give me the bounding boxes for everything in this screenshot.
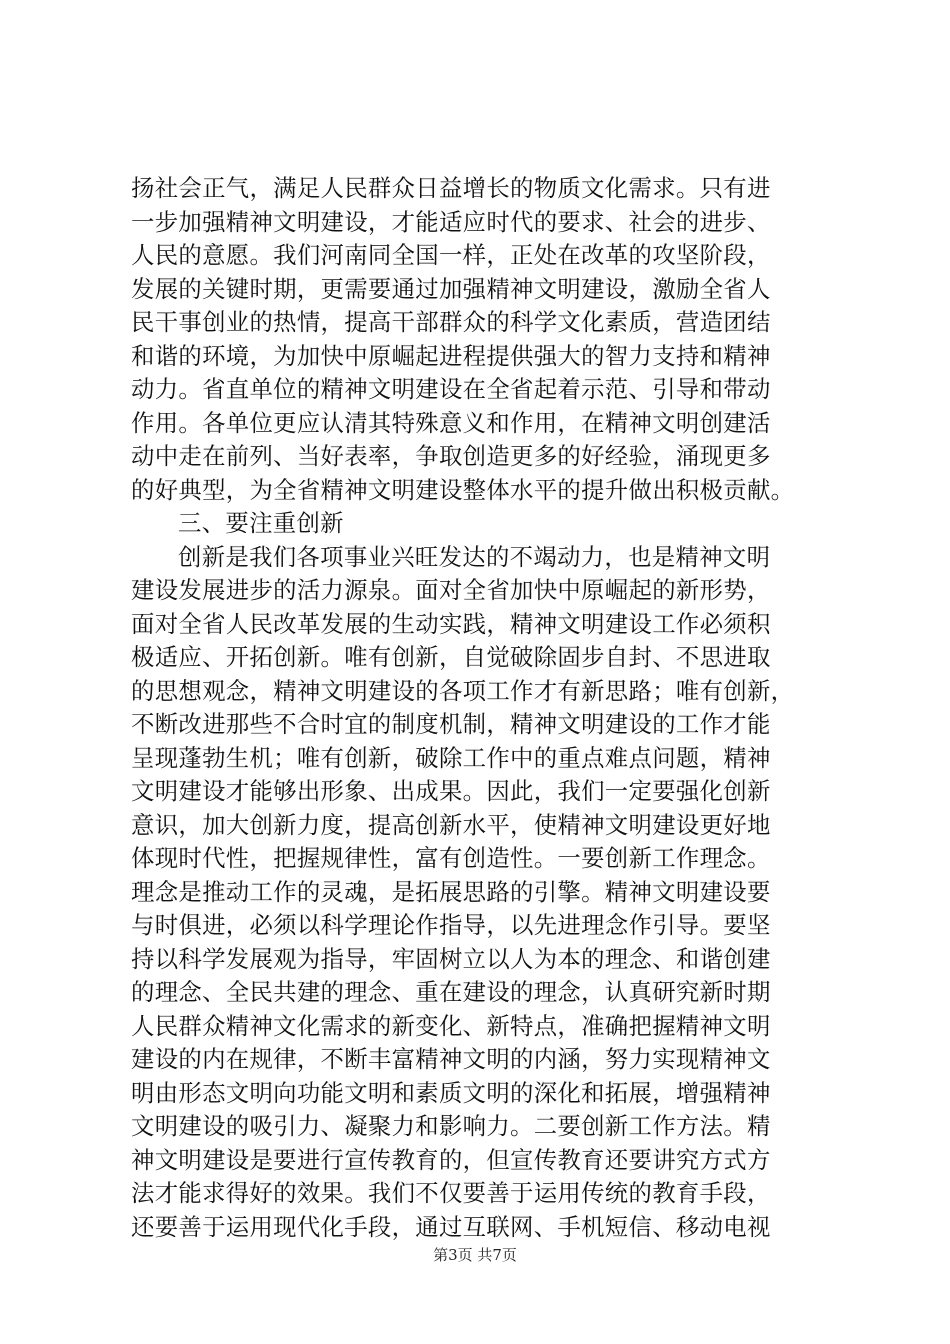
- text-line: 人民群众精神文化需求的新变化、新特点，准确把握精神文明: [131, 1011, 771, 1040]
- text-line: 理念是推动工作的灵魂，是拓展思路的引擎。精神文明建设要: [131, 877, 771, 906]
- text-line: 极适应、开拓创新。唯有创新，自觉破除固步自封、不思进取: [131, 643, 771, 671]
- text-line: 动力。省直单位的精神文明建设在全省起着示范、引导和带动: [131, 375, 771, 403]
- text-line: 文明建设才能够出形象、出成果。因此，我们一定要强化创新: [131, 777, 771, 805]
- text-line: 的理念、全民共建的理念、重在建设的理念，认真研究新时期: [131, 978, 771, 1006]
- text-line: 动中走在前列、当好表率，争取创造更多的好经验，涌现更多: [131, 442, 771, 470]
- text-line: 民干事创业的热情，提高干部群众的科学文化素质，营造团结: [131, 308, 771, 336]
- text-line: 持以科学发展观为指导，牢固树立以人为本的理念、和谐创建: [131, 944, 771, 973]
- text-line: 创新是我们各项事业兴旺发达的不竭动力，也是精神文明: [178, 542, 771, 571]
- text-line: 不断改进那些不合时宜的制度机制，精神文明建设的工作才能: [131, 710, 771, 738]
- text-line: 与时俱进，必须以科学理论作指导，以先进理念作引导。要坚: [131, 911, 771, 939]
- section-heading: 三、要注重创新: [178, 509, 344, 537]
- text-line: 还要善于运用现代化手段，通过互联网、手机短信、移动电视: [131, 1212, 771, 1241]
- text-line: 面对全省人民改革发展的生动实践，精神文明建设工作必须积: [131, 609, 771, 638]
- text-line: 扬社会正气，满足人民群众日益增长的物质文化需求。只有进: [131, 174, 771, 202]
- text-line: 神文明建设是要进行宣传教育的，但宣传教育还要讲究方式方: [131, 1145, 771, 1174]
- text-line: 建设的内在规律，不断丰富精神文明的内涵，努力实现精神文: [131, 1045, 771, 1073]
- text-line: 的好典型，为全省精神文明建设整体水平的提升做出积极贡献。: [131, 475, 795, 504]
- paragraph-continuation: [131, 172, 831, 507]
- text-line: 和谐的环境，为加快中原崛起进程提供强大的智力支持和精神: [131, 341, 771, 370]
- text-line: 的思想观念，精神文明建设的各项工作才有新思路；唯有创新，: [131, 676, 795, 705]
- text-line: 发展的关键时期，更需要通过加强精神文明建设，激励全省人: [131, 274, 771, 303]
- text-line: 作用。各单位更应认清其特殊意义和作用，在精神文明创建活: [131, 408, 771, 437]
- page-number: 第3页 共7页: [433, 1246, 517, 1264]
- text-line: 体现时代性，把握规律性，富有创造性。一要创新工作理念。: [131, 844, 771, 872]
- text-line: 明由形态文明向功能文明和素质文明的深化和拓展，增强精神: [131, 1078, 771, 1107]
- text-line: 呈现蓬勃生机；唯有创新，破除工作中的重点难点问题，精神: [131, 743, 771, 772]
- page-footer: [0, 1245, 950, 1265]
- text-line: 人民的意愿。我们河南同全国一样，正处在改革的攻坚阶段，: [131, 241, 771, 269]
- text-line: 法才能求得好的效果。我们不仅要善于运用传统的教育手段，: [131, 1179, 771, 1207]
- text-line: 文明建设的吸引力、凝聚力和影响力。二要创新工作方法。精: [131, 1112, 771, 1140]
- text-line: 建设发展进步的活力源泉。面对全省加快中原崛起的新形势，: [131, 576, 771, 604]
- text-line: 一步加强精神文明建设，才能适应时代的要求、社会的进步、: [131, 207, 771, 236]
- section-innovation: [131, 507, 831, 1244]
- text-line: 意识，加大创新力度，提高创新水平，使精神文明建设更好地: [131, 810, 771, 839]
